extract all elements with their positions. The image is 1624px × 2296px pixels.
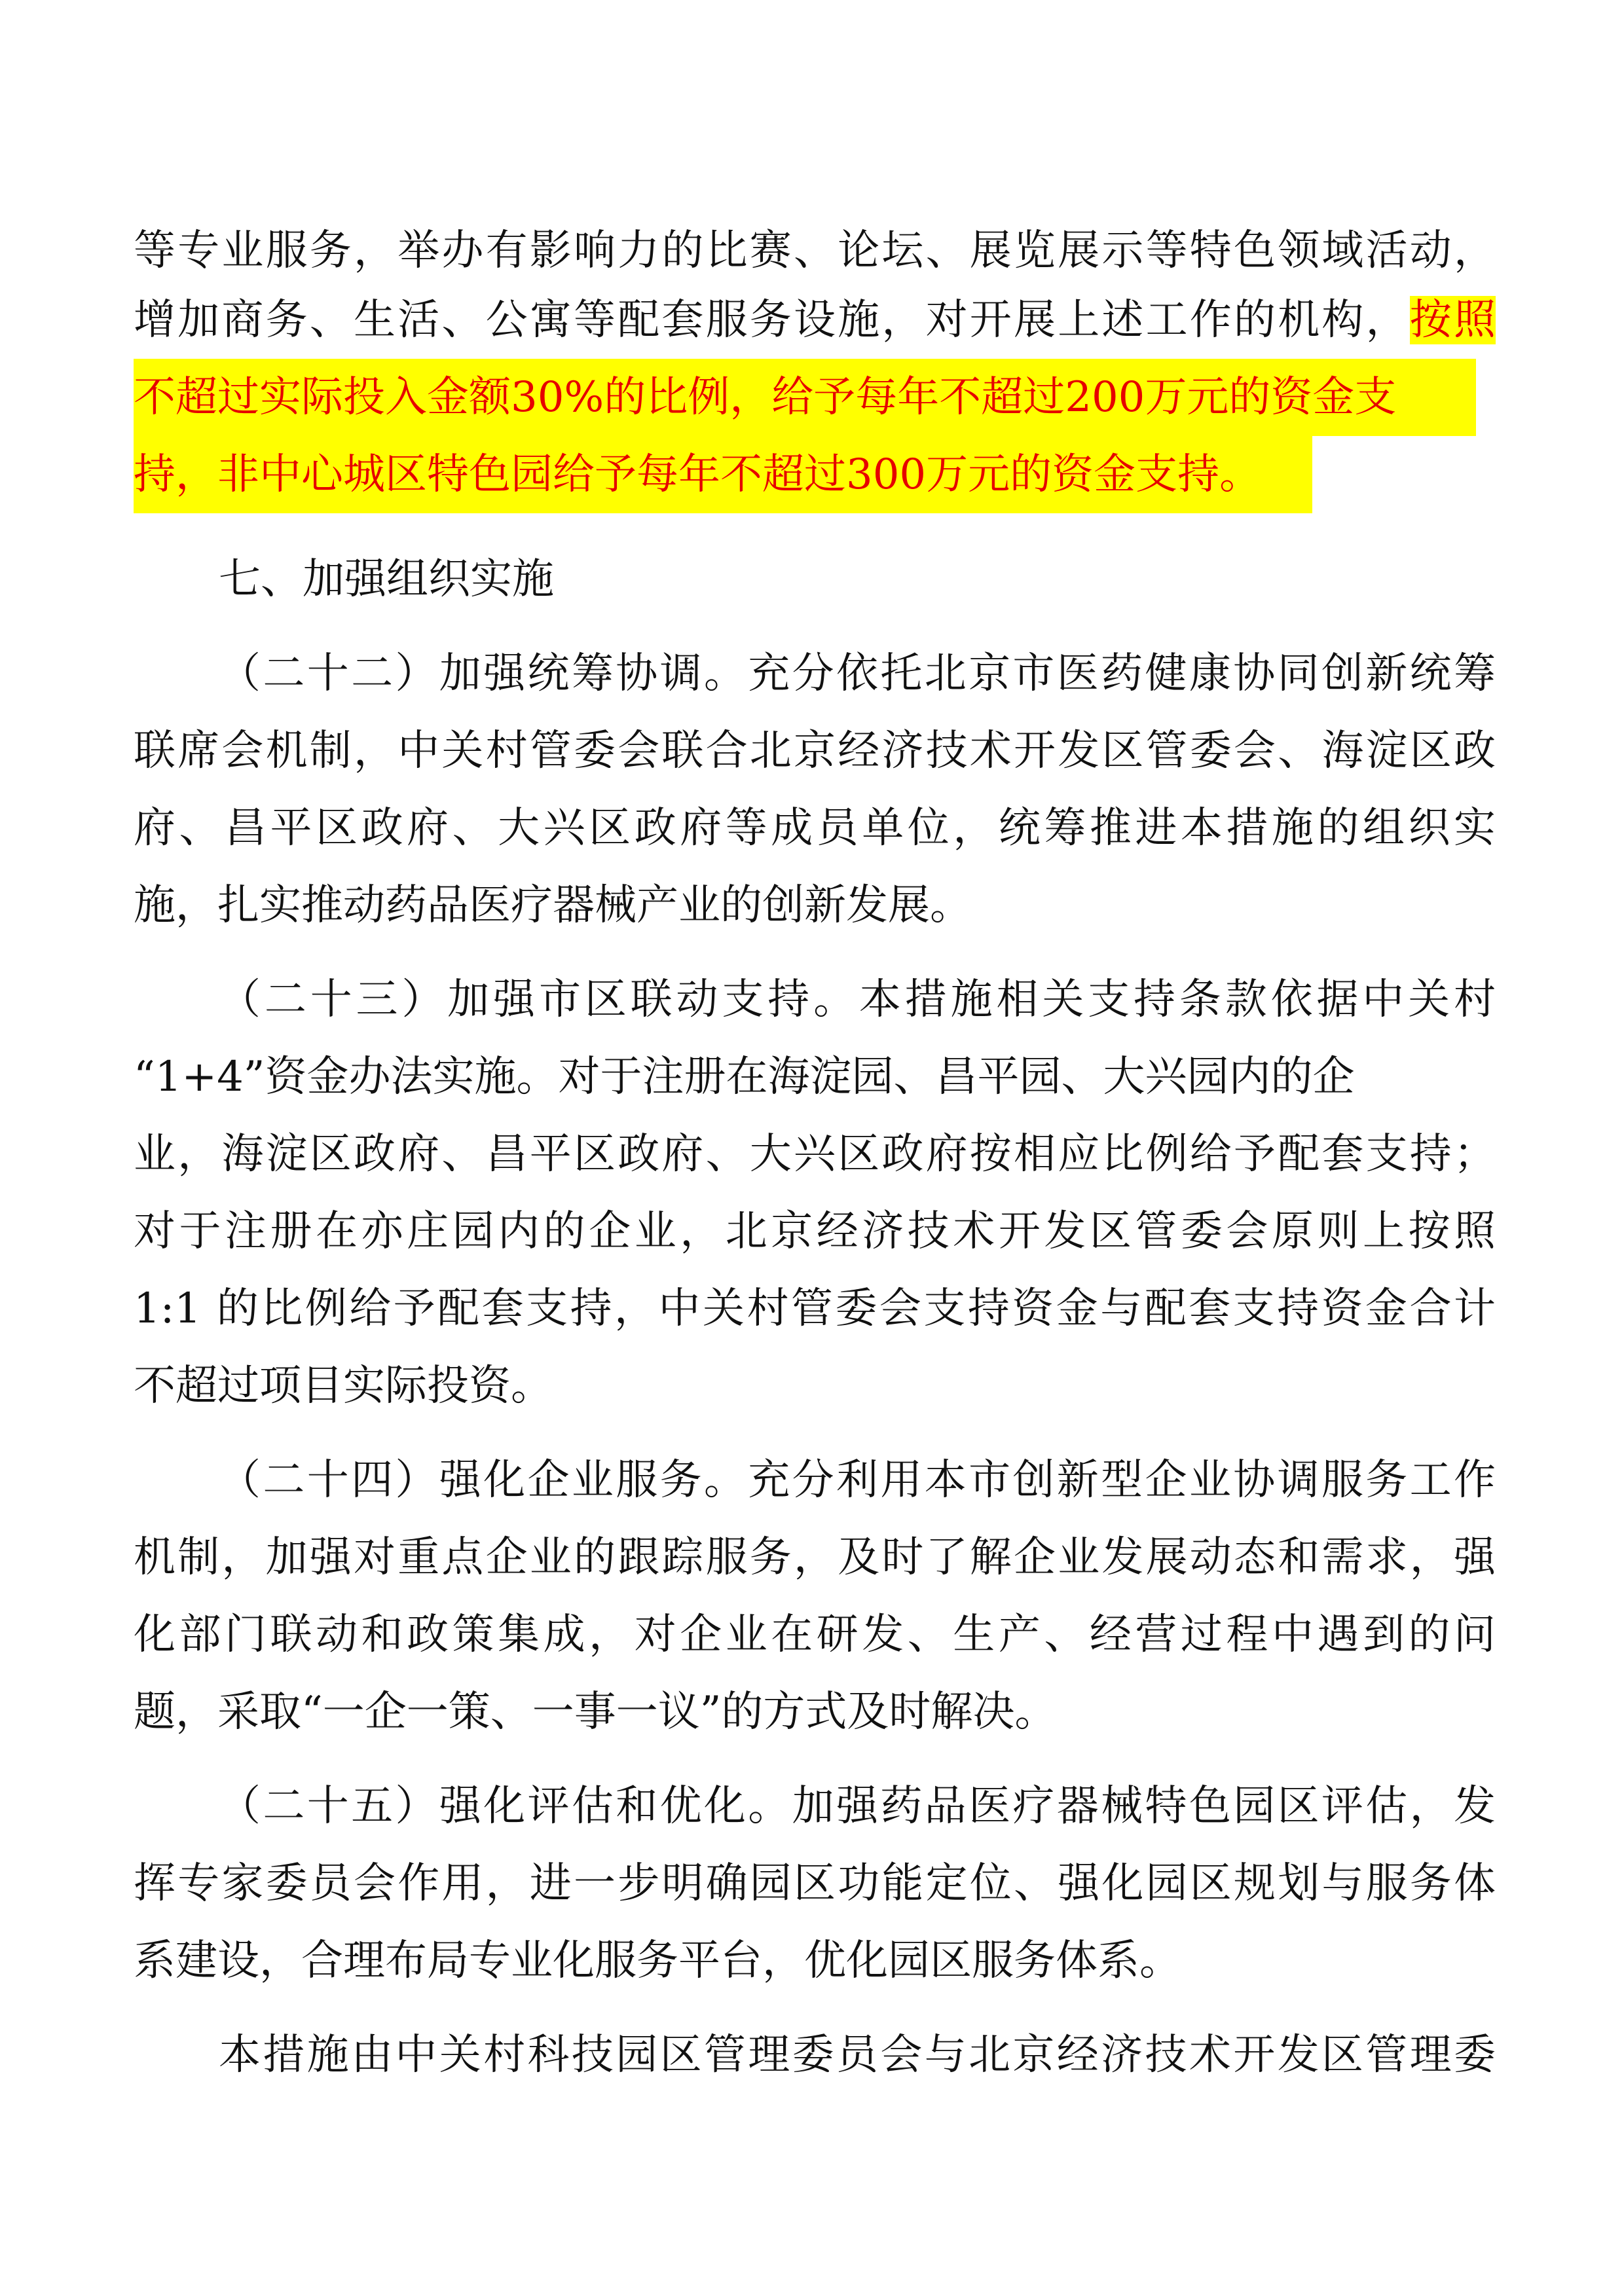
clause-25-line: （二十五）强化评估和优化。加强药品医疗器械特色园区评估，发: [219, 1782, 1496, 1831]
highlighted-line: 持，非中心城区特色园给予每年不超过300万元的资金支持。: [134, 436, 1312, 513]
clause-22-line: （二十二）加强统筹协调。充分依托北京市医药健康协同创新统筹: [219, 649, 1496, 698]
clause-25-line: 系建设，合理布局专业化服务平台，优化园区服务体系。: [134, 1937, 1181, 1985]
clause-22-line: 府、昌平区政府、大兴区政府等成员单位，统筹推进本措施的组织实: [134, 804, 1496, 852]
highlighted-line: 不超过实际投入金额30%的比例，给予每年不超过200万元的资金支: [134, 359, 1476, 436]
clause-22-line: 联席会机制，中关村管委会联合北京经济技术开发区管委会、海淀区政: [134, 727, 1496, 775]
clause-23-line: （二十三）加强市区联动支持。本措施相关支持条款依据中关村: [219, 975, 1496, 1024]
highlighted-text: 按照: [1409, 296, 1496, 344]
clause-23-line: 1:1 的比例给予配套支持，中关村管委会支持资金与配套支持资金合计: [134, 1285, 1496, 1333]
paragraph-line: 等专业服务，举办有影响力的比赛、论坛、展览展示等特色领域活动，: [134, 227, 1496, 275]
clause-23-line: “1+4”资金办法实施。对于注册在海淀园、昌平园、大兴园内的企: [134, 1053, 1355, 1101]
clause-24-line: 机制，加强对重点企业的跟踪服务，及时了解企业发展动态和需求，强: [134, 1533, 1496, 1582]
section-heading: 七、加强组织实施: [219, 555, 554, 604]
clause-24-line: 题，采取“一企一策、一事一议”的方式及时解决。: [134, 1688, 1057, 1736]
clause-23-line: 对于注册在亦庄园内的企业，北京经济技术开发区管委会原则上按照: [134, 1207, 1496, 1256]
clause-24-line: 化部门联动和政策集成，对企业在研发、生产、经营过程中遇到的问: [134, 1611, 1496, 1659]
clause-24-line: （二十四）强化企业服务。充分利用本市创新型企业协调服务工作: [219, 1456, 1496, 1504]
clause-23-line: 业，海淀区政府、昌平区政府、大兴区政府按相应比例给予配套支持；: [134, 1130, 1496, 1178]
paragraph-line-mixed: [134, 282, 1496, 359]
closing-paragraph-line: 本措施由中关村科技园区管理委员会与北京经济技术开发区管理委: [219, 2031, 1496, 2079]
clause-23-line: 不超过项目实际投资。: [134, 1362, 553, 1410]
clause-22-line: 施，扎实推动药品医疗器械产业的创新发展。: [134, 881, 972, 930]
plain-text: 增加商务、生活、公寓等配套服务设施，对开展上述工作的机构，: [134, 296, 1410, 344]
clause-25-line: 挥专家委员会作用，进一步明确园区功能定位、强化园区规划与服务体: [134, 1859, 1496, 1908]
